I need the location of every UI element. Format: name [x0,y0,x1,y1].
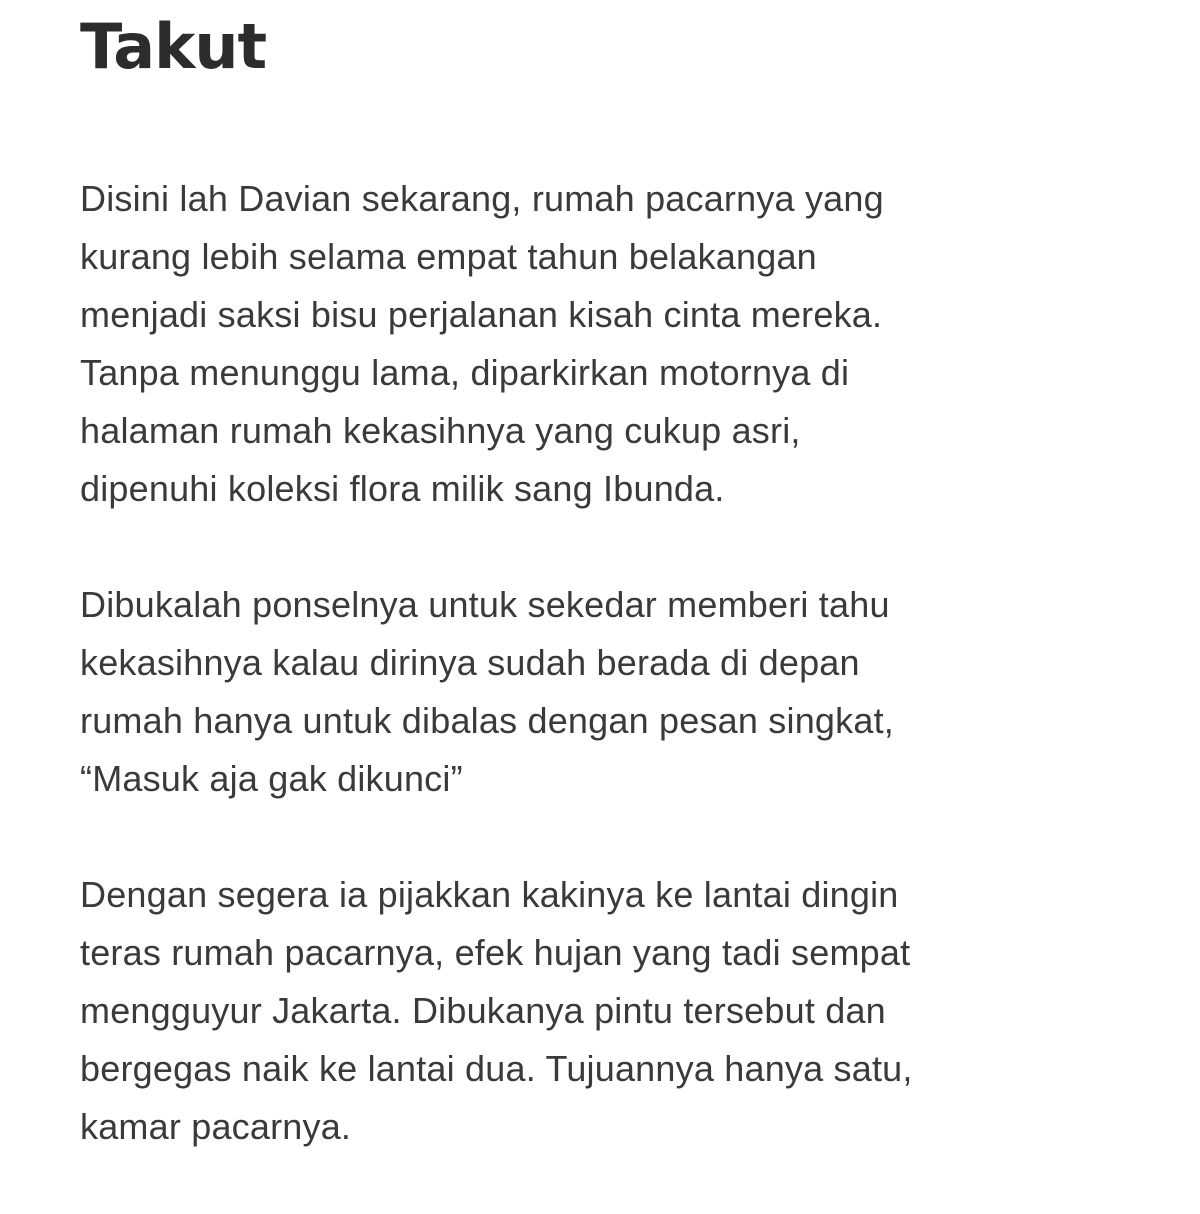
text-line: “Masuk aja gak dikunci” [80,758,463,799]
text-line: teras rumah pacarnya, efek hujan yang tadi sempat [80,932,911,973]
text-line: dipenuhi koleksi flora milik sang Ibunda. [80,468,725,509]
text-line: kekasihnya kalau dirinya sudah berada di depan [80,642,860,683]
text-line: halaman rumah kekasihnya yang cukup asri, [80,410,801,451]
document-page [80,0,1170,1214]
text-line: Tanpa menunggu lama, diparkirkan motornya di [80,352,850,393]
text-line: Disini lah Davian sekarang, rumah pacarnya yang [80,178,884,219]
document-title: Takut [80,10,267,83]
text-line: kamar pacarnya. [80,1106,352,1147]
paragraph-1 [80,170,1170,518]
paragraph-2 [80,576,1170,808]
text-line: mengguyur Jakarta. Dibukanya pintu tersebut dan [80,990,886,1031]
story-body [80,170,1170,1156]
text-line: rumah hanya untuk dibalas dengan pesan singkat, [80,700,894,741]
text-line: bergegas naik ke lantai dua. Tujuannya hanya satu, [80,1048,913,1089]
text-line: Dibukalah ponselnya untuk sekedar memberi tahu [80,584,890,625]
paragraph-3 [80,866,1170,1156]
text-line: Dengan segera ia pijakkan kakinya ke lantai dingin [80,874,899,915]
text-line: menjadi saksi bisu perjalanan kisah cinta mereka. [80,294,883,335]
text-line: kurang lebih selama empat tahun belakangan [80,236,817,277]
